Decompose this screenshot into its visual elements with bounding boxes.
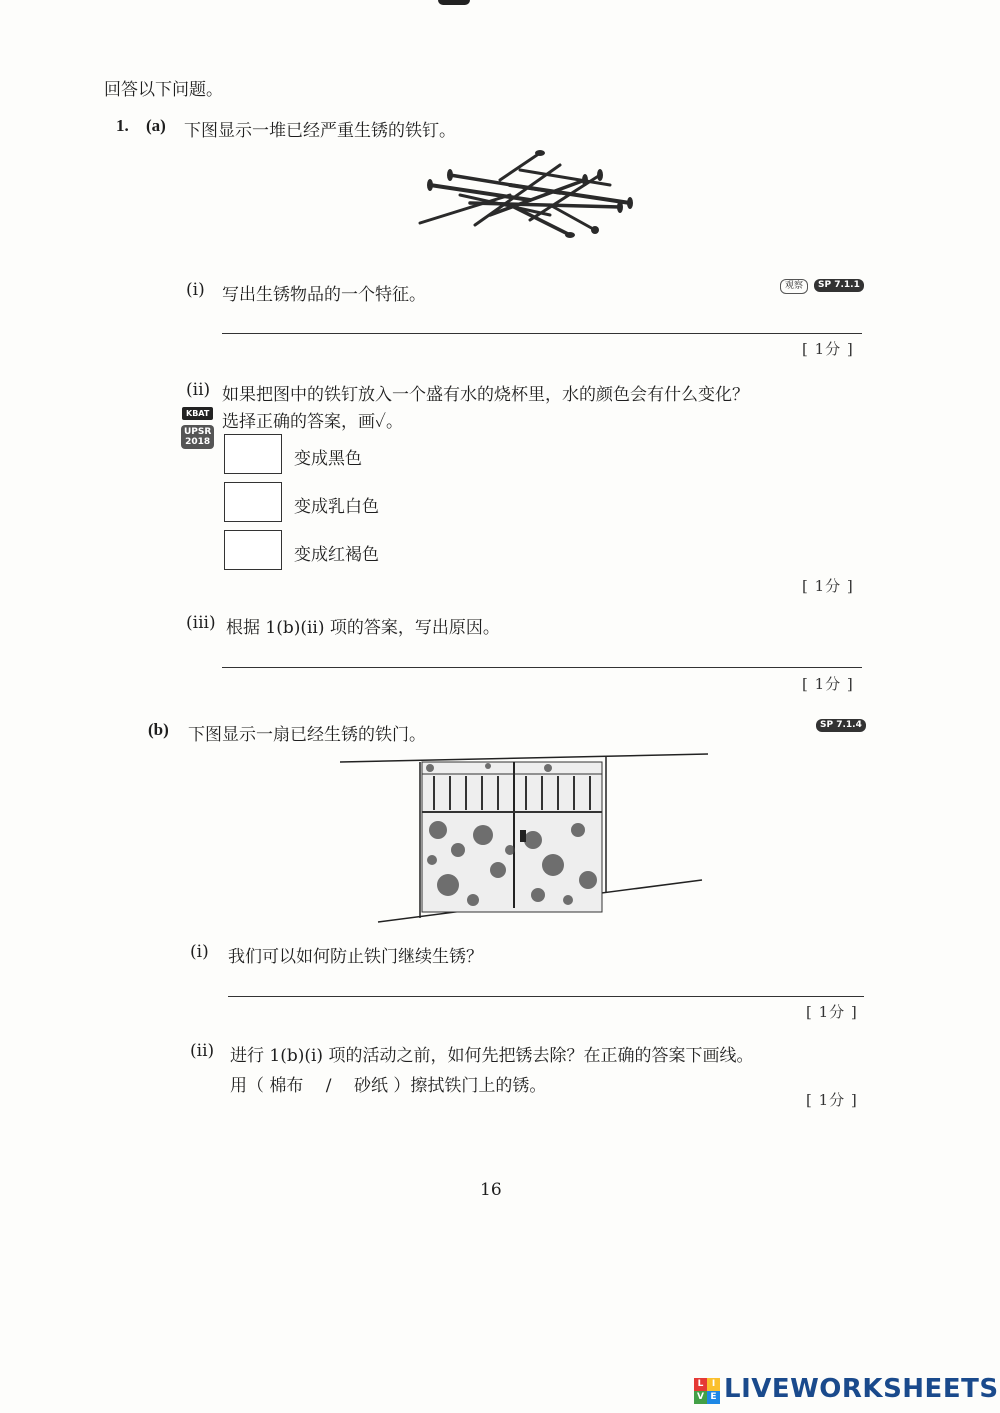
option-label: 变成黑色 xyxy=(294,449,362,469)
answer-line[interactable] xyxy=(222,667,862,668)
sp-code: 7.1.4 xyxy=(836,720,862,730)
part-b-label: (b) xyxy=(148,720,169,739)
option-checkbox[interactable] xyxy=(224,482,282,522)
sp-badge: SP 7.1.1 xyxy=(814,279,864,292)
marks: [ 1分 ] xyxy=(802,577,854,595)
part-a-label: (a) xyxy=(146,116,166,135)
b-ii-label: (ii) xyxy=(190,1041,215,1061)
logo-letter: V xyxy=(694,1391,707,1404)
answer-line[interactable] xyxy=(228,996,864,997)
sp-badge: SP 7.1.4 xyxy=(816,719,866,732)
a-iii-label: (iii) xyxy=(186,613,216,633)
brand-logo xyxy=(694,1378,720,1404)
b-ii-answer-line[interactable]: 用（ 棉布 / 砂纸 ）擦拭铁门上的锈。 xyxy=(230,1076,547,1096)
a-ii-label: (ii) xyxy=(186,380,211,400)
rusty-gate-image xyxy=(338,750,708,925)
a-i-label: (i) xyxy=(186,280,205,300)
part-a-stem: 下图显示一堆已经严重生锈的铁钉。 xyxy=(184,121,456,141)
option-checkbox[interactable] xyxy=(224,530,282,570)
a-ii-instruction: 选择正确的答案，画✓。 xyxy=(222,412,403,432)
logo-letter: L xyxy=(694,1378,707,1391)
a-iii-text: 根据 1(b)(ii) 项的答案，写出原因。 xyxy=(226,618,500,638)
page-number: 16 xyxy=(480,1180,502,1200)
marks: [ 1分 ] xyxy=(802,340,854,358)
option-label: 变成乳白色 xyxy=(294,497,379,517)
instruction: 回答以下问题。 xyxy=(104,80,223,100)
upsr-label: UPSR xyxy=(184,427,212,437)
scan-mark xyxy=(438,0,470,5)
upsr-year: 2018 xyxy=(185,437,211,447)
rusty-nails-image xyxy=(410,145,640,245)
upsr-tag xyxy=(181,425,214,449)
marks: [ 1分 ] xyxy=(806,1003,858,1021)
a-ii-text: 如果把图中的铁钉放入一个盛有水的烧杯里，水的颜色会有什么变化？ xyxy=(222,385,749,405)
b-i-text: 我们可以如何防止铁门继续生锈？ xyxy=(228,947,483,967)
brand-name: LIVEWORKSHEETS xyxy=(724,1374,999,1404)
option-checkbox[interactable] xyxy=(224,434,282,474)
answer-line[interactable] xyxy=(222,333,862,334)
logo-letter: E xyxy=(707,1391,720,1404)
question-number: 1. xyxy=(116,116,129,135)
b-i-label: (i) xyxy=(190,942,209,962)
marks: [ 1分 ] xyxy=(806,1091,858,1109)
marks: [ 1分 ] xyxy=(802,675,854,693)
logo-letter: I xyxy=(707,1378,720,1391)
a-i-text: 写出生锈物品的一个特征。 xyxy=(222,285,426,305)
b-ii-text: 进行 1(b)(i) 项的活动之前，如何先把锈去除？在正确的答案下画线。 xyxy=(230,1046,754,1066)
part-b-stem: 下图显示一扇已经生锈的铁门。 xyxy=(188,725,426,745)
observe-badge: 观察 xyxy=(780,279,808,294)
kbat-tag: KBAT xyxy=(182,407,213,420)
sp-code: 7.1.1 xyxy=(834,280,860,290)
option-label: 变成红褐色 xyxy=(294,545,379,565)
